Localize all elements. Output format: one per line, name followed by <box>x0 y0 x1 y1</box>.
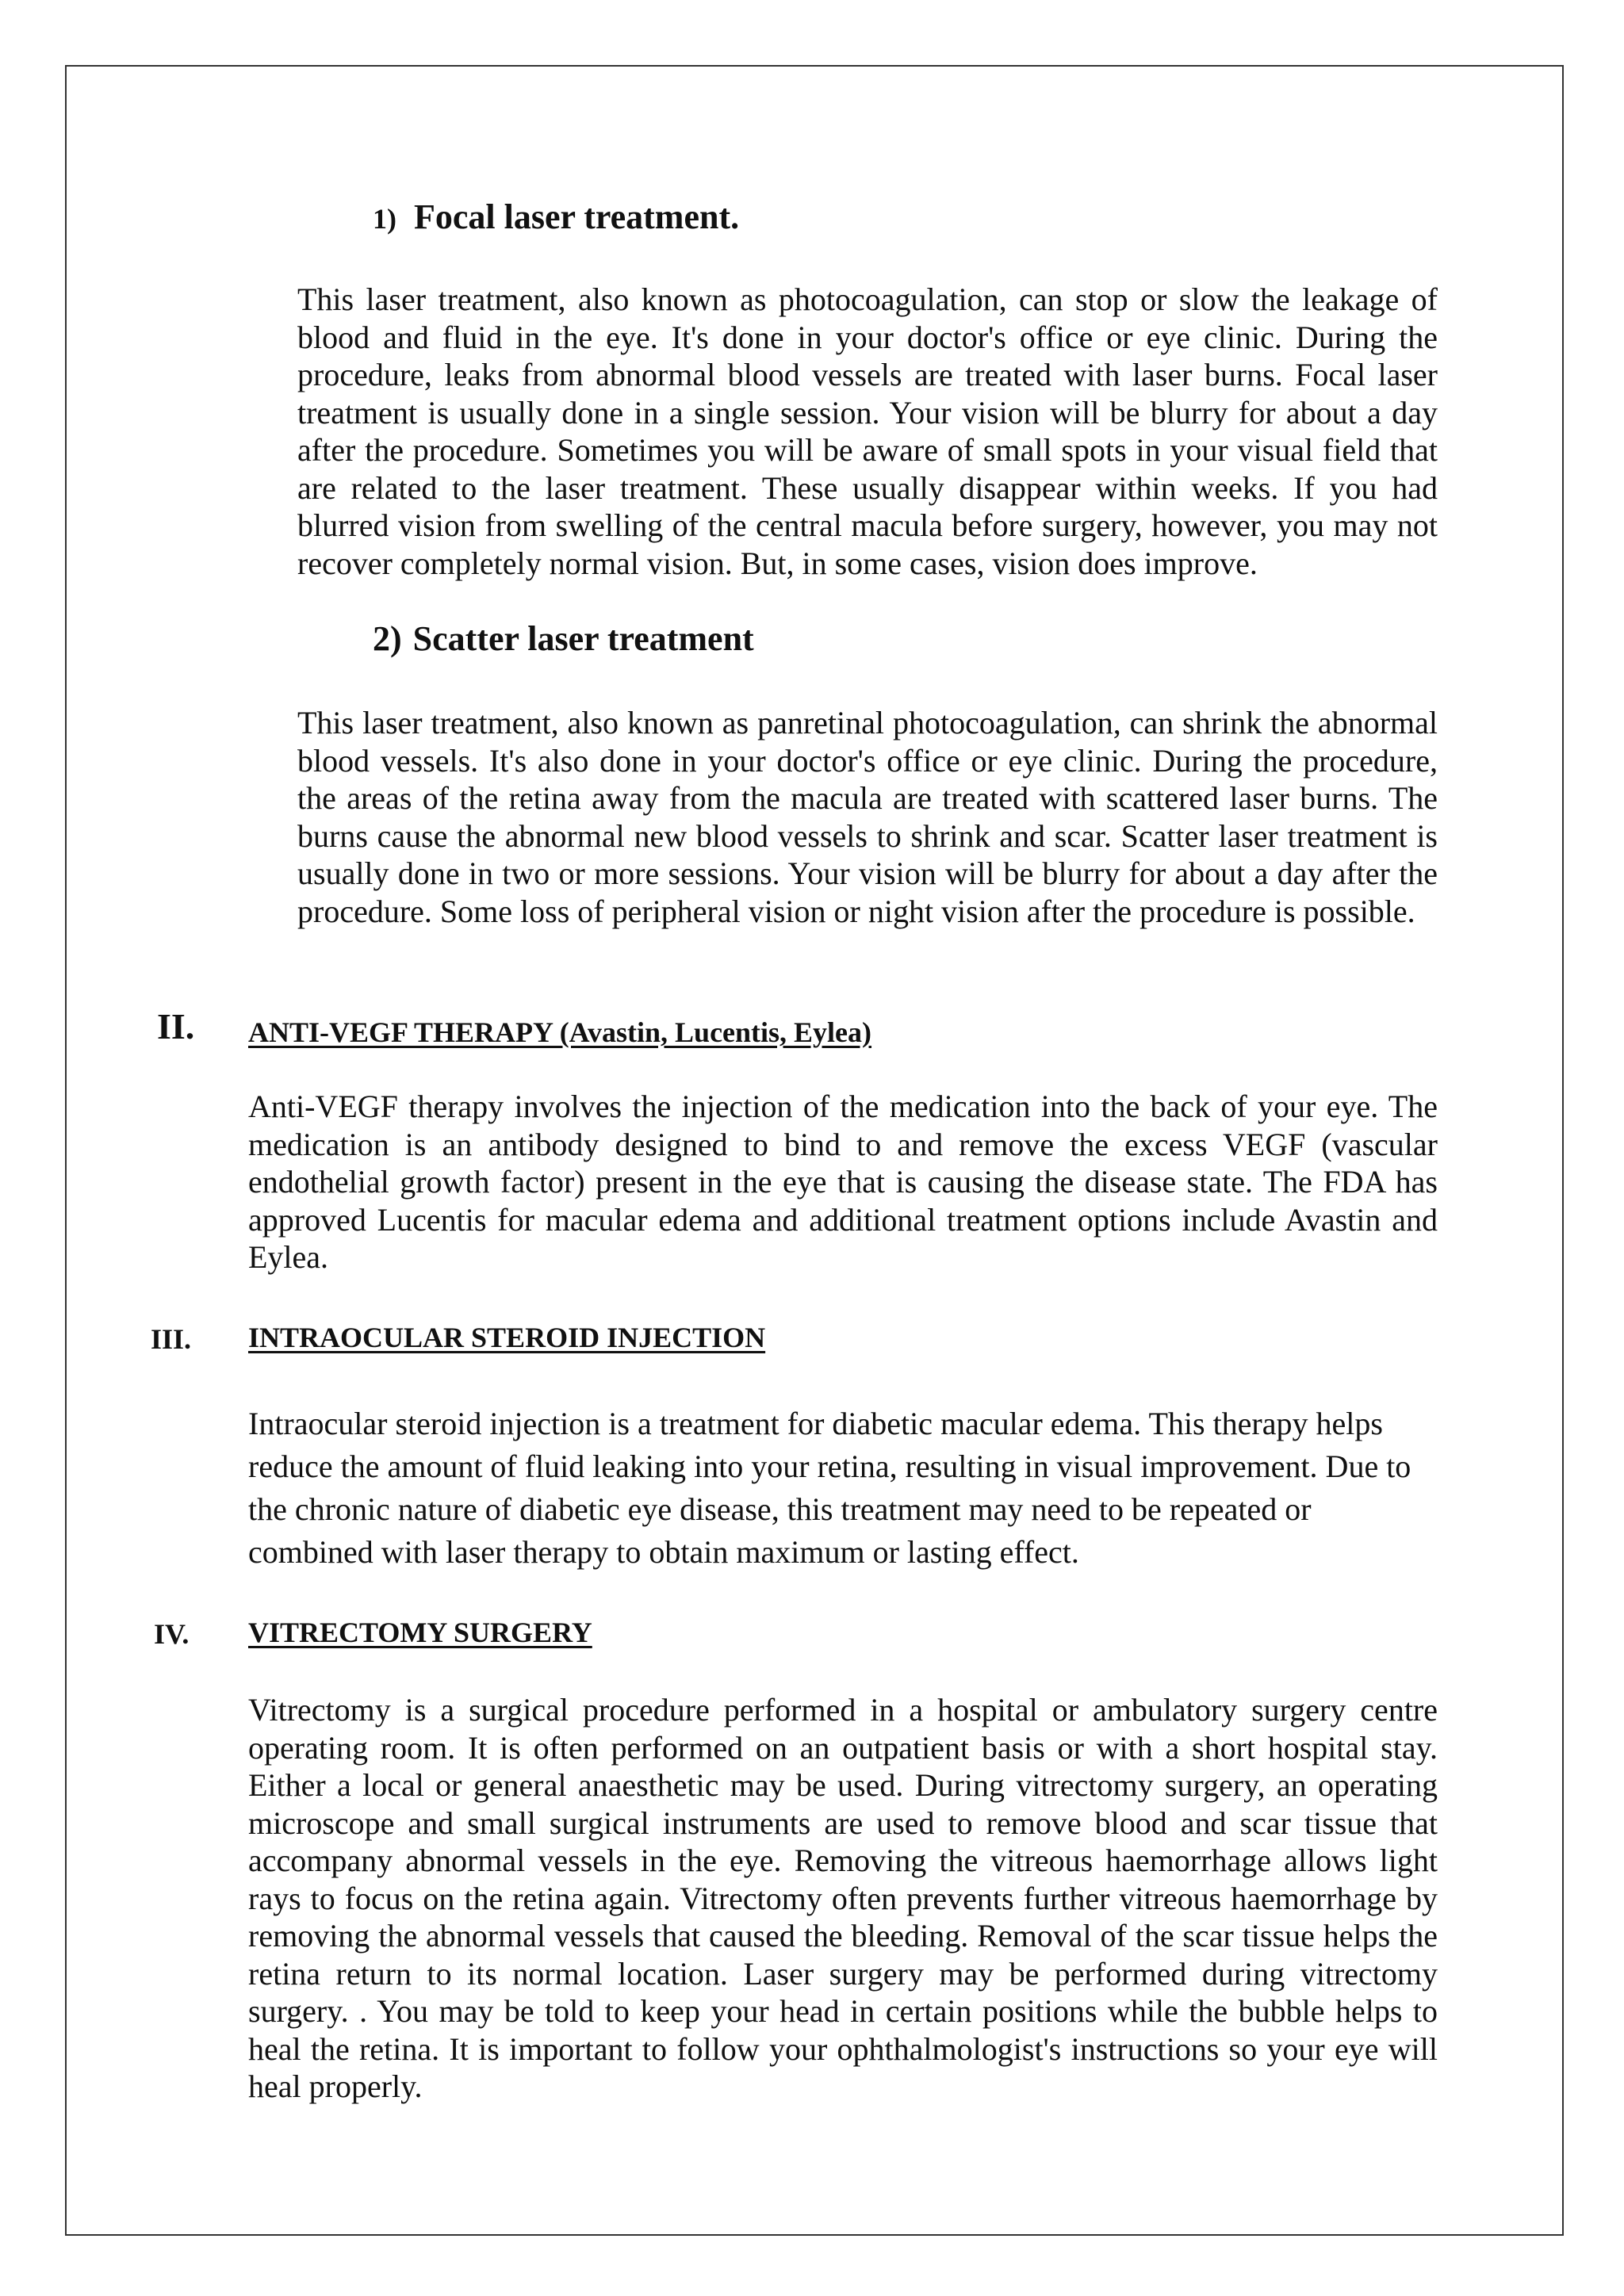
section-3-title: INTRAOCULAR STEROID INJECTION <box>248 1322 766 1353</box>
section-2-body-block <box>248 1088 1438 1276</box>
subsection-2-title: Scatter laser treatment <box>412 619 754 658</box>
section-3-body-block <box>248 1402 1438 1574</box>
section-4-body-block <box>248 1691 1438 2106</box>
subsection-2-number: 2) <box>373 619 402 658</box>
section-2-numeral: II. <box>157 1006 195 1047</box>
section-4-title: VITRECTOMY SURGERY <box>248 1617 592 1648</box>
subsection-2-body-block <box>297 704 1438 930</box>
subsection-2-body: This laser treatment, also known as panretinal photocoagulation, can shrink the abnormal blood vessels. It's also done in your doctor's office or eye clinic. During the procedure, the areas of the retina away from the macula are treated with scattered laser burns. The burns cause the abnormal new blood vessels to shrink and scar. Scatter laser treatment is usually done in two or more sessions. Your vision will be blurry for about a day after the procedure. Some loss of peripheral vision or night vision after the procedure is possible. <box>297 705 1438 929</box>
section-3-body: Intraocular steroid injection is a treatment for diabetic macular edema. This therapy helps reduce the amount of fluid leaking into your retina, resulting in visual improvement. Due to the chronic nature of diabetic eye disease, this treatment may need to be repeated or combined with laser therapy to obtain maximum or lasting effect. <box>248 1406 1411 1570</box>
subsection-1-title: Focal laser treatment. <box>414 197 740 236</box>
subsection-1-body-block <box>297 281 1438 582</box>
subsection-1-number: 1) <box>373 203 396 235</box>
section-2-body: Anti-VEGF therapy involves the injection of the medication into the back of your eye. The medication is an antibody designed to bind to and remove the excess VEGF (vascular endothelial growth factor) present in the eye that is causing the disease state. The FDA has approved Lucentis for macular edema and additional treatment options include Avastin and Eylea. <box>248 1089 1438 1275</box>
subsection-1-heading <box>373 197 739 237</box>
subsection-2-heading <box>373 618 754 659</box>
section-2-title: ANTI-VEGF THERAPY (Avastin, Lucentis, Eylea) <box>248 1016 872 1048</box>
section-4-numeral: IV. <box>154 1618 190 1650</box>
section-4-body: Vitrectomy is a surgical procedure performed in a hospital or ambulatory surgery centre operating room. It is often performed on an outpatient basis or with a short hospital stay. Either a local or general anaesthetic may be used. During vitrectomy surgery, an operating microscope and small surgical instruments are used to remove blood and scar tissue that accompany abnormal vessels in the eye. Removing the vitreous haemorrhage allows light rays to focus on the retina again. Vitrectomy often prevents further vitreous haemorrhage by removing the abnormal vessels that caused the bleeding. Removal of the scar tissue helps the retina return to its normal location. Laser surgery may be performed during vitrectomy surgery. . You may be told to keep your head in certain positions while the bubble helps to heal the retina. It is important to follow your ophthalmologist's instructions so your eye will heal properly. <box>248 1692 1438 2104</box>
subsection-1-body: This laser treatment, also known as photocoagulation, can stop or slow the leakage of blood and fluid in the eye. It's done in your doctor's office or eye clinic. During the procedure, leaks from abnormal blood vessels are treated with laser burns. Focal laser treatment is usually done in a single session. Your vision will be blurry for about a day after the procedure. Sometimes you will be aware of small spots in your visual field that are related to the laser treatment. These usually disappear within weeks. If you had blurred vision from swelling of the central macula before surgery, however, you may not recover completely normal vision. But, in some cases, vision does improve. <box>297 281 1438 581</box>
section-3-numeral: III. <box>151 1323 192 1355</box>
